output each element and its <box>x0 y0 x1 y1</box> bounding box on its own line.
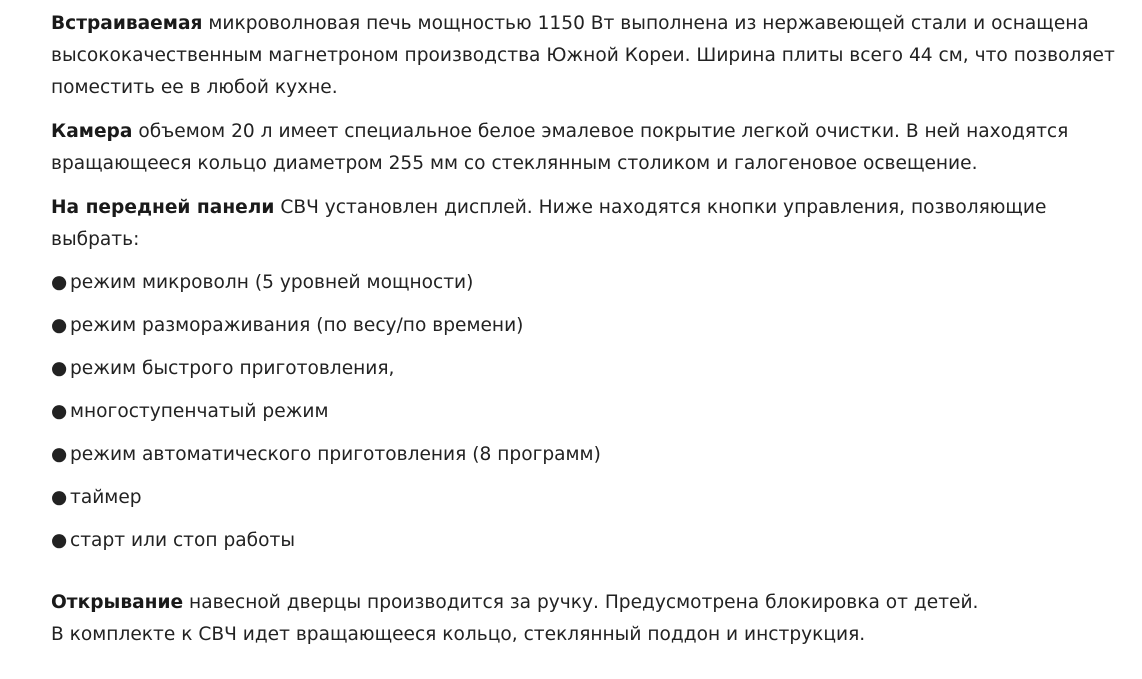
bullet-icon: ● <box>51 315 68 336</box>
list-item-text: режим размораживания (по весу/по времени) <box>70 315 524 336</box>
paragraph-lead: На передней панели <box>51 197 275 218</box>
list-item-text: таймер <box>70 487 142 508</box>
description-paragraph-opening <box>51 587 1126 651</box>
list-item <box>51 396 1126 428</box>
list-item-text: режим быстрого приготовления, <box>70 358 395 379</box>
paragraph-lead: Камера <box>51 121 133 142</box>
bullet-icon: ● <box>51 530 68 551</box>
list-item <box>51 267 1126 299</box>
bullet-icon: ● <box>51 487 68 508</box>
list-item-text: режим микроволн (5 уровней мощности) <box>70 272 474 293</box>
paragraph-text: объемом 20 л имеет специальное белое эмалевое покрытие легкой очистки. В ней находятся вращающееся кольцо диаметром 255 мм со стеклянным столиком и галогеновое освещение. <box>51 121 1069 174</box>
bullet-icon: ● <box>51 401 68 422</box>
list-item <box>51 439 1126 471</box>
paragraph-text: микроволновая печь мощностью 1150 Вт выполнена из нержавеющей стали и оснащена высококачественным магнетроном производства Южной Кореи. Ширина плиты всего 44 см, что позволяет поместить ее в любой кухне. <box>51 13 1115 98</box>
package-contents-line: В комплекте к СВЧ идет вращающееся кольцо, стеклянный поддон и инструкция. <box>51 624 866 645</box>
list-item-text: режим автоматического приготовления (8 программ) <box>70 444 601 465</box>
bullet-icon: ● <box>51 444 68 465</box>
paragraph-lead: Встраиваемая <box>51 13 203 34</box>
list-item-text: старт или стоп работы <box>70 530 296 551</box>
description-paragraph-chamber <box>51 116 1126 180</box>
list-item <box>51 482 1126 514</box>
bullet-icon: ● <box>51 272 68 293</box>
paragraph-text: СВЧ установлен дисплей. Ниже находятся кнопки управления, позволяющие выбрать: <box>51 197 1047 250</box>
list-item <box>51 310 1126 342</box>
list-item <box>51 525 1126 557</box>
list-item-text: многоступенчатый режим <box>70 401 329 422</box>
paragraph-lead: Открывание <box>51 592 184 613</box>
paragraph-text: навесной дверцы производится за ручку. Предусмотрена блокировка от детей. <box>183 592 979 613</box>
feature-list <box>51 267 1126 557</box>
description-paragraph-built-in <box>51 8 1126 104</box>
list-item <box>51 353 1126 385</box>
description-paragraph-front-panel <box>51 192 1126 256</box>
closing-line <box>51 587 1126 619</box>
bullet-icon: ● <box>51 358 68 379</box>
product-description <box>51 8 1126 651</box>
